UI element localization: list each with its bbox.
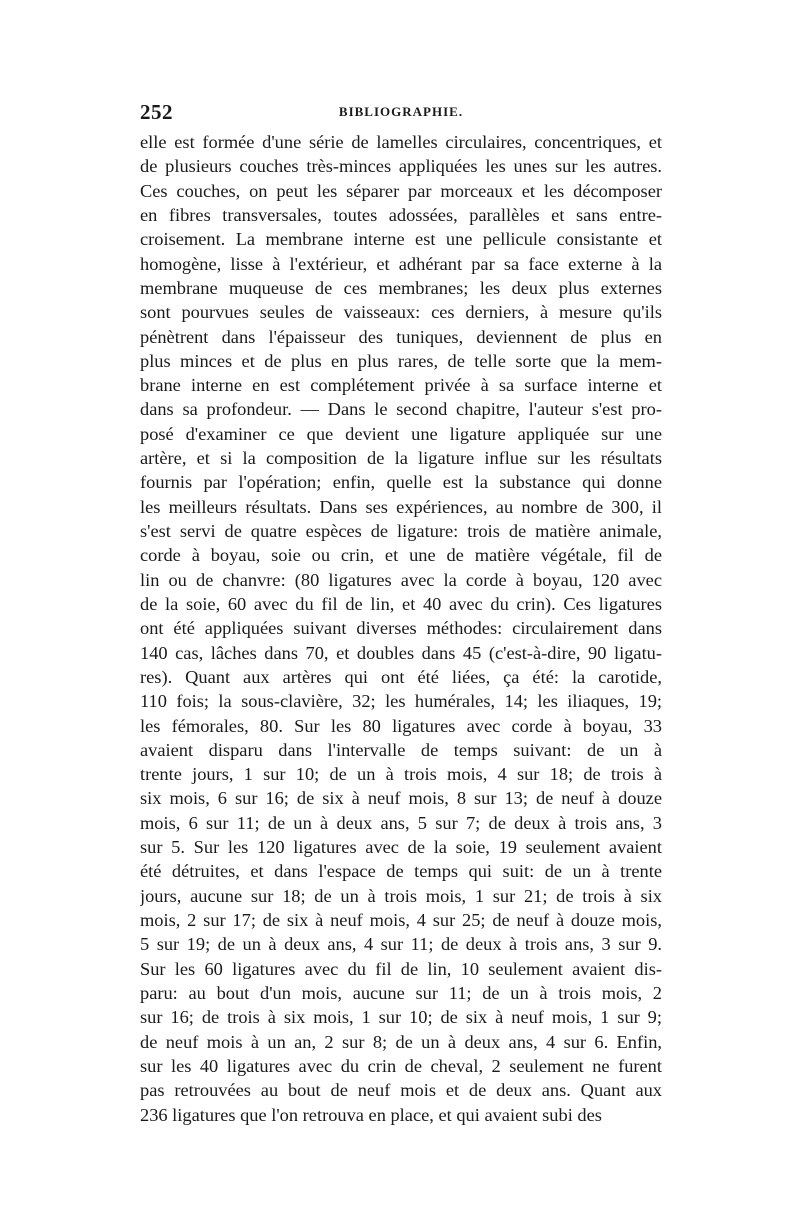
text-line: elle est formée d'une série de lamelles circulaires, concentriques, et <box>140 132 662 152</box>
text-line: posé d'examiner ce que devient une ligature appliquée sur une <box>140 423 662 444</box>
text-line: les meilleurs résultats. Dans ses expériences, au nombre de 300, il <box>140 496 662 517</box>
text-line: ont été appliquées suivant diverses méthodes: circulairement dans <box>140 618 662 639</box>
text-line: homogène, lisse à l'extérieur, et adhérant par sa face externe à la <box>140 253 662 274</box>
text-line: s'est servi de quatre espèces de ligature: trois de matière animale, <box>140 521 662 541</box>
text-line: pas retrouvées au bout de neuf mois et de deux ans. Quant aux <box>140 1080 662 1101</box>
text-line: mois, 6 sur 11; de un à deux ans, 5 sur 7; de deux à trois ans, 3 <box>140 812 662 833</box>
text-line: été détruites, et dans l'espace de temps qui suit: de un à trente <box>140 861 662 882</box>
text-line: trente jours, 1 sur 10; de un à trois mois, 4 sur 18; de trois à <box>140 764 662 785</box>
text-line: 236 ligatures que l'on retrouva en place, et qui avaient subi des <box>140 1104 602 1125</box>
page-number: 252 <box>140 100 173 124</box>
text-line: brane interne en est complétement privée à sa surface interne et <box>140 375 662 396</box>
text-line: en fibres transversales, toutes adossées, parallèles et sans entre- <box>140 204 662 225</box>
text-line: sont pourvues seules de vaisseaux: ces derniers, à mesure qu'ils <box>140 302 662 323</box>
text-line: membrane muqueuse de ces membranes; les deux plus externes <box>140 277 662 298</box>
text-line: artère, et si la composition de la ligature influe sur les résultats <box>140 448 662 469</box>
text-line: de la soie, 60 avec du fil de lin, et 40 avec du crin). Ces ligatures <box>140 593 662 614</box>
text-line: avaient disparu dans l'intervalle de temps suivant: de un à <box>140 739 662 760</box>
text-line: res). Quant aux artères qui ont été liées, ça été: la carotide, <box>140 666 662 687</box>
text-line: Sur les 60 ligatures avec du fil de lin, 10 seulement avaient dis- <box>140 958 662 979</box>
body-text <box>140 130 662 1127</box>
text-line: fournis par l'opération; enfin, quelle est la substance qui donne <box>140 472 662 493</box>
text-line: les fémorales, 80. Sur les 80 ligatures avec corde à boyau, 33 <box>140 715 662 736</box>
text-line: croisement. La membrane interne est une pellicule consistante et <box>140 229 662 250</box>
text-line: corde à boyau, soie ou crin, et une de matière végétale, fil de <box>140 545 662 566</box>
text-line: pénètrent dans l'épaisseur des tuniques, deviennent de plus en <box>140 326 662 347</box>
text-line: sur 5. Sur les 120 ligatures avec de la soie, 19 seulement avaient <box>140 837 662 858</box>
text-line: plus minces et de plus en plus rares, de telle sorte que la mem- <box>140 350 662 371</box>
text-line: six mois, 6 sur 16; de six à neuf mois, 8 sur 13; de neuf à douze <box>140 788 662 809</box>
text-line: paru: au bout d'un mois, aucune sur 11; de un à trois mois, 2 <box>140 982 662 1003</box>
text-line: Ces couches, on peut les séparer par morceaux et les décomposer <box>140 180 662 201</box>
text-line: sur les 40 ligatures avec du crin de cheval, 2 seulement ne furent <box>140 1055 662 1076</box>
text-line: jours, aucune sur 18; de un à trois mois, 1 sur 21; de trois à six <box>140 885 662 906</box>
text-line: dans sa profondeur. — Dans le second chapitre, l'auteur s'est pro- <box>140 399 662 420</box>
text-line: lin ou de chanvre: (80 ligatures avec la corde à boyau, 120 avec <box>140 569 662 590</box>
text-line: mois, 2 sur 17; de six à neuf mois, 4 sur 25; de neuf à douze mois, <box>140 910 662 930</box>
running-title: BIBLIOGRAPHIE. <box>338 104 464 119</box>
text-line: 5 sur 19; de un à deux ans, 4 sur 11; de deux à trois ans, 3 sur 9. <box>140 934 662 955</box>
text-line: de plusieurs couches très-minces appliquées les unes sur les autres. <box>140 156 662 177</box>
text-line: 110 fois; la sous-clavière, 32; les humérales, 14; les iliaques, 19; <box>140 691 662 712</box>
page-header <box>140 100 662 126</box>
text-line: de neuf mois à un an, 2 sur 8; de un à deux ans, 4 sur 6. Enfin, <box>140 1031 662 1052</box>
text-line: sur 16; de trois à six mois, 1 sur 10; de six à neuf mois, 1 sur 9; <box>140 1007 662 1028</box>
text-line: 140 cas, lâches dans 70, et doubles dans 45 (c'est-à-dire, 90 ligatu- <box>140 642 662 663</box>
